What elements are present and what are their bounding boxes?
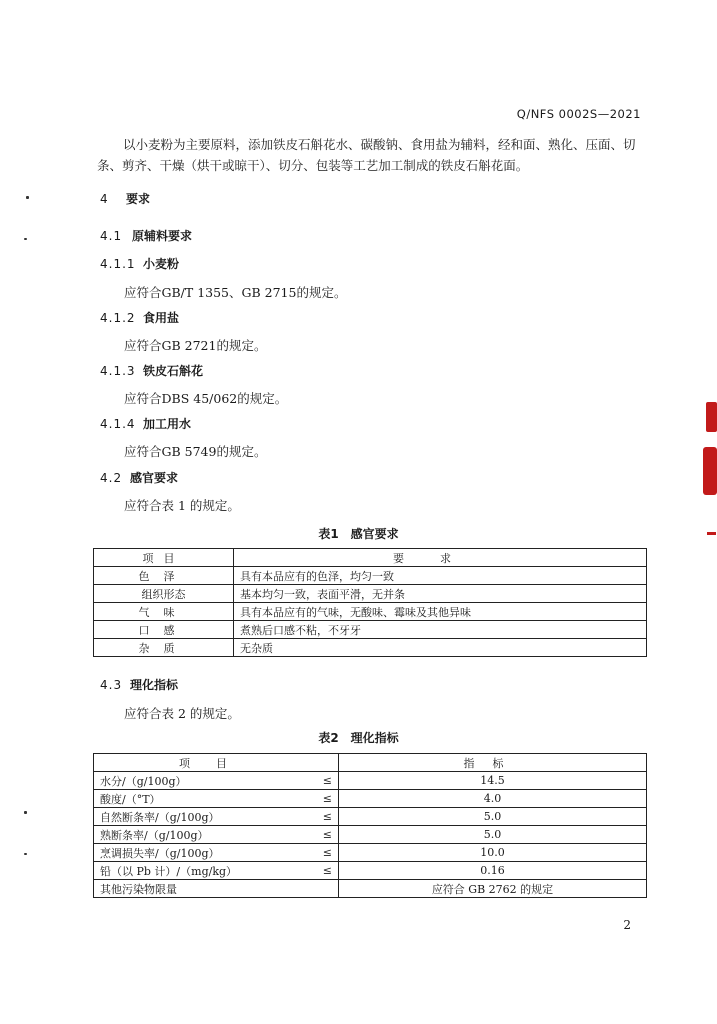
item-cell: 水分/（g/100g） — [94, 772, 307, 790]
operator-cell: ≤ — [306, 772, 339, 790]
section-title: 要求 — [126, 192, 151, 206]
item-cell: 组织形态 — [94, 585, 234, 603]
item-cell: 色泽 — [94, 567, 234, 585]
scan-speck — [24, 853, 27, 855]
value-cell: 应符合 GB 2762 的规定 — [339, 880, 647, 898]
red-seal-fragment — [703, 447, 717, 495]
item-cell: 酸度/（°T） — [94, 790, 307, 808]
red-seal-fragment — [707, 532, 716, 535]
item-cell: 口感 — [94, 621, 234, 639]
section-4-3-text: 应符合表 2 的规定。 — [124, 706, 240, 721]
table-row — [94, 772, 647, 790]
requirement-cell: 煮熟后口感不粘，不牙牙 — [234, 621, 647, 639]
section-4-3-heading — [100, 676, 178, 693]
section-number: 4.1.3 — [100, 364, 136, 378]
table-row — [94, 844, 647, 862]
section-4-1-3-heading — [100, 362, 203, 379]
section-title: 原辅料要求 — [132, 229, 193, 243]
item-cell: 铅（以 Pb 计）/（mg/kg） — [94, 862, 307, 880]
operator-cell: ≤ — [306, 790, 339, 808]
section-number: 4.2 — [100, 471, 123, 485]
section-number: 4.1.1 — [100, 257, 136, 271]
section-number: 4.1 — [100, 229, 123, 243]
item-cell: 气味 — [94, 603, 234, 621]
section-4-1-3-text: 应符合DBS 45/062的规定。 — [124, 391, 288, 406]
table-row — [94, 826, 647, 844]
section-4-1-4-heading — [100, 415, 191, 432]
table-row — [94, 567, 647, 585]
scan-speck — [24, 811, 27, 814]
value-cell: 4.0 — [339, 790, 647, 808]
header-cell: 指标 — [339, 754, 647, 772]
section-number: 4 — [100, 192, 109, 206]
table-row — [94, 808, 647, 826]
operator-cell: ≤ — [306, 862, 339, 880]
operator-cell: ≤ — [306, 808, 339, 826]
table-row — [94, 790, 647, 808]
section-title: 食用盐 — [143, 311, 180, 325]
table-1-caption: 表1 感官要求 — [318, 527, 399, 541]
physicochemical-indicators-table — [93, 753, 647, 898]
value-cell: 10.0 — [339, 844, 647, 862]
table-row — [94, 585, 647, 603]
item-cell: 其他污染物限量 — [94, 880, 339, 898]
table-row — [94, 621, 647, 639]
table-row — [94, 639, 647, 657]
section-number: 4.1.4 — [100, 417, 136, 431]
section-title: 铁皮石斛花 — [143, 364, 204, 378]
requirement-cell: 具有本品应有的色泽，均匀一致 — [234, 567, 647, 585]
value-cell: 5.0 — [339, 808, 647, 826]
section-title: 小麦粉 — [143, 257, 180, 271]
section-4-2-heading — [100, 469, 178, 486]
item-cell: 杂质 — [94, 639, 234, 657]
item-cell: 自然断条率/（g/100g） — [94, 808, 307, 826]
item-cell: 烹调损失率/（g/100g） — [94, 844, 307, 862]
scan-speck — [26, 196, 29, 199]
section-number: 4.1.2 — [100, 311, 136, 325]
requirement-cell: 基本均匀一致，表面平滑，无并条 — [234, 585, 647, 603]
value-cell: 5.0 — [339, 826, 647, 844]
section-title: 感官要求 — [130, 471, 179, 485]
table-header-row — [94, 549, 647, 567]
section-4-1-1-heading — [100, 255, 179, 272]
intro-paragraph: 以小麦粉为主要原料，添加铁皮石斛花水、碳酸钠、食用盐为辅料，经和面、熟化、压面、切条、剪齐、干燥（烘干或晾干）、切分、包装等工艺加工制成的铁皮石斛花面。 — [97, 137, 636, 173]
table-row — [94, 603, 647, 621]
section-title: 理化指标 — [130, 678, 179, 692]
section-4-1-2-heading — [100, 309, 179, 326]
section-title: 加工用水 — [143, 417, 192, 431]
header-cell: 要求 — [234, 549, 647, 567]
requirement-cell: 具有本品应有的气味，无酸味、霉味及其他异味 — [234, 603, 647, 621]
operator-cell: ≤ — [306, 826, 339, 844]
page-number: 2 — [623, 918, 631, 932]
table-2-caption: 表2 理化指标 — [318, 731, 399, 745]
header-cell: 项目 — [94, 549, 234, 567]
section-4-1-2-text: 应符合GB 2721的规定。 — [124, 338, 267, 353]
section-4-2-text: 应符合表 1 的规定。 — [124, 498, 240, 513]
document-code: Q/NFS 0002S—2021 — [516, 107, 641, 121]
red-seal-fragment — [706, 402, 717, 432]
section-4-1-heading — [100, 227, 192, 244]
table-header-row — [94, 754, 647, 772]
section-number: 4.3 — [100, 678, 123, 692]
table-row — [94, 880, 647, 898]
section-4-heading — [100, 190, 150, 207]
section-4-1-4-text: 应符合GB 5749的规定。 — [124, 444, 267, 459]
value-cell: 14.5 — [339, 772, 647, 790]
sensory-requirements-table — [93, 548, 647, 657]
section-4-1-1-text: 应符合GB/T 1355、GB 2715的规定。 — [124, 285, 347, 300]
value-cell: 0.16 — [339, 862, 647, 880]
scan-speck — [24, 238, 27, 240]
requirement-cell: 无杂质 — [234, 639, 647, 657]
table-row — [94, 862, 647, 880]
operator-cell: ≤ — [306, 844, 339, 862]
item-cell: 熟断条率/（g/100g） — [94, 826, 307, 844]
header-cell: 项目 — [94, 754, 339, 772]
